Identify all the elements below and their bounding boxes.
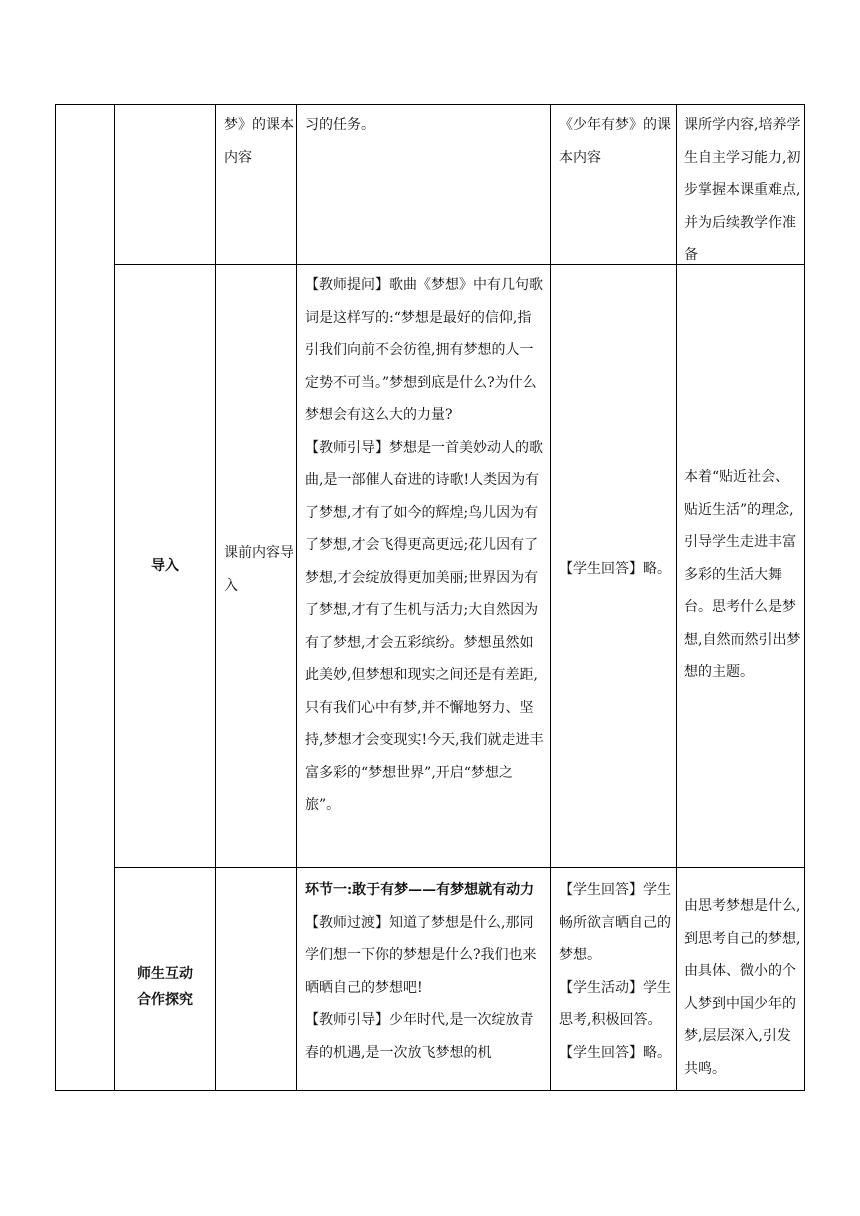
teacher-paragraph <box>305 432 545 822</box>
teacher-cell <box>305 874 545 1069</box>
intent-cell <box>684 890 802 1085</box>
student-text: 【学生回答】略。 <box>559 561 671 577</box>
tag-text: 【教师引导】 <box>305 439 389 456</box>
tag-text: 【学生回答】 <box>559 1044 643 1061</box>
teacher-paragraph <box>305 269 545 432</box>
tag-text: 【学生回答】 <box>559 882 643 898</box>
student-paragraph <box>559 874 675 972</box>
paragraph-text: 学生思考,积极回答。 <box>559 979 671 1028</box>
intent-cell <box>684 109 802 272</box>
intent-text: 由思考梦想是什么,到思考自己的梦想,由具体、微小的个人梦到中国少年的梦,层层深入,引发共鸣。 <box>684 898 801 1077</box>
column-divider <box>215 105 216 1090</box>
teacher-paragraph <box>305 1004 545 1069</box>
teacher-text: 习的任务。 <box>305 117 375 133</box>
tag-text: 【教师过渡】 <box>305 914 389 931</box>
paragraph-text: 略。 <box>643 1044 671 1061</box>
content-cell <box>224 537 294 602</box>
intent-text: 课所学内容,培养学生自主学习能力,初步掌握本课重难点,并为后续教学作准备 <box>684 117 801 263</box>
intent-text: 本着“贴近社会、贴近生活”的理念,引导学生走进丰富多彩的生活大舞台。思考什么是梦想,自然而然引出梦想的主题。 <box>684 469 801 680</box>
paragraph-text: 知道了梦想是什么,那同学们想一下你的梦想是什么?我们也来晒晒自己的梦想吧! <box>305 914 537 996</box>
stage-text: 导入 <box>151 558 179 574</box>
teacher-cell <box>305 269 545 822</box>
lesson-plan-table <box>55 104 805 1091</box>
intent-cell <box>684 461 802 689</box>
stage-label <box>115 961 215 1013</box>
paragraph-text: 学生畅所欲言晒自己的梦想。 <box>559 882 671 963</box>
paragraph-text: 少年时代,是一次绽放青春的机遇,是一次放飞梦想的机 <box>305 1012 534 1061</box>
student-cell <box>559 874 675 1069</box>
tag-text: 【教师提问】 <box>305 277 389 293</box>
student-cell <box>559 109 673 174</box>
stage-label <box>115 553 215 579</box>
teacher-cell <box>305 109 545 142</box>
student-paragraph <box>559 1037 675 1070</box>
student-cell <box>559 553 677 586</box>
column-divider <box>114 105 115 1090</box>
student-text: 《少年有梦》的课本内容 <box>559 117 671 166</box>
row-divider <box>114 867 804 868</box>
content-text: 课前内容导入 <box>224 545 294 594</box>
content-cell <box>224 109 294 174</box>
paragraph-text: 梦想是一首美妙动人的歌曲,是一部催人奋进的诗歌!人类因为有了梦想,才有了如今的辉煌;鸟儿因为有了梦想,才会飞得更高更远;花儿因有了梦想,才会绽放得更加美丽;世界因为有了梦想,才有了生机与活力;大自然因为有了梦想,才会五彩缤纷。梦想虽然如此美妙,但梦想和现实之间还是有差距,只有我们心中有梦,并不懈地努力、坚持,梦想才会变现实!今天,我们就走进丰富多彩的“梦想世界”,开启“梦想之旅”。 <box>305 439 544 813</box>
tag-text: 【教师引导】 <box>305 1012 389 1028</box>
content-text: 梦》的课本内容 <box>224 117 294 166</box>
tag-text: 【学生活动】 <box>559 979 643 996</box>
paragraph-text: 歌曲《梦想》中有几句歌词是这样写的:“梦想是最好的信仰,指引我们向前不会彷徨,拥有梦想的人一定势不可当。”梦想到底是什么?为什么梦想会有这么大的力量? <box>305 277 543 423</box>
student-paragraph <box>559 972 675 1037</box>
teacher-paragraph <box>305 907 545 1005</box>
column-divider <box>676 105 677 1090</box>
section-heading: 环节一:敢于有梦——有梦想就有动力 <box>305 882 535 898</box>
stage-text: 师生互动合作探究 <box>137 966 193 1008</box>
column-divider <box>550 105 551 1090</box>
column-divider <box>296 105 297 1090</box>
